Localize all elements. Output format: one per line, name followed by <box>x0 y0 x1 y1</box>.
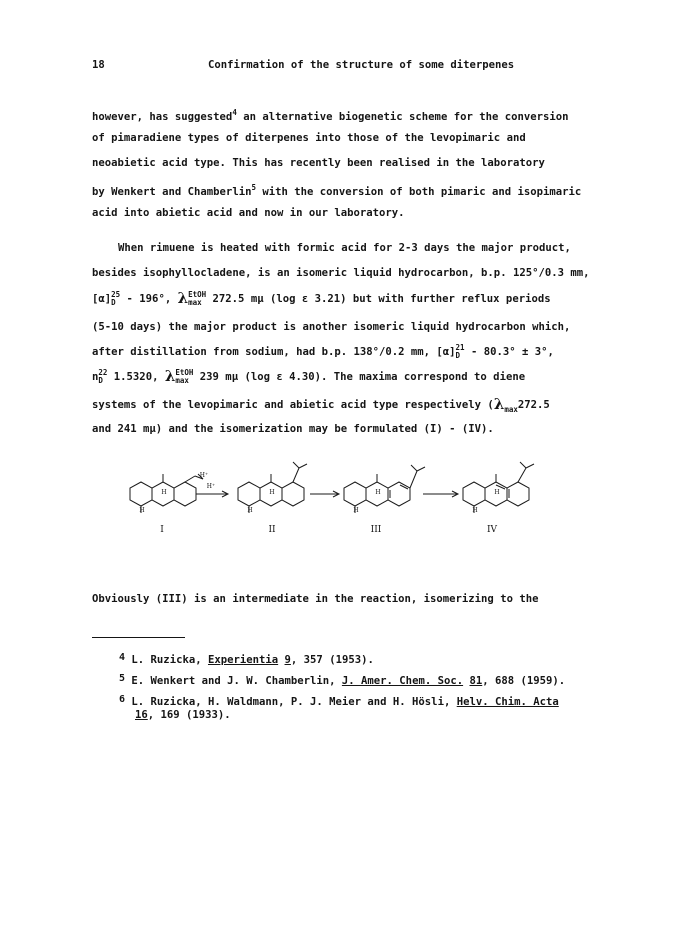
footnote-text: E. Wenkert and J. W. Chamberlin, <box>131 675 342 687</box>
lambda-solvent: EtOH <box>175 368 194 377</box>
n-sup: 22 <box>98 368 108 377</box>
compound-label-III: III <box>370 525 382 535</box>
lambda-max: max <box>504 405 518 414</box>
text-span: 272.5 <box>517 399 550 411</box>
page-number: 18 <box>92 59 105 71</box>
running-title: Confirmation of the structure of some diterpenes <box>208 59 515 71</box>
text-span: 272.5 mμ (log ε 3.21) but with further reflux periods <box>206 293 551 305</box>
text-span: 1.5320, <box>107 371 165 383</box>
ring-H-I: H <box>161 489 167 496</box>
footnote-text: L. Ruzicka, H. Waldmann, P. J. Meier and H. Hösli, <box>131 696 457 708</box>
ring-H-IV: H <box>494 489 500 496</box>
para1-line5: acid into abietic acid and now in our laboratory. <box>92 207 405 219</box>
ring-H-I-low: H <box>139 507 145 514</box>
para1-line2: of pimaradiene types of diterpenes into those of the levopimaric and <box>92 132 526 144</box>
footnote-6-cont <box>135 708 231 722</box>
footnote-4 <box>119 651 374 667</box>
compound-label-II: II <box>268 525 276 535</box>
journal-name: Experientia <box>207 654 279 666</box>
lambda-symbol: λ <box>177 289 189 307</box>
reagent-arrow: H⁺ <box>206 483 216 490</box>
ring-H-II: H <box>269 489 275 496</box>
footnote-5 <box>119 672 565 688</box>
ring-H-III-low: H <box>353 507 359 514</box>
lambda-max: max <box>175 376 189 385</box>
alpha-sup: 25 <box>111 290 121 299</box>
footnote-ref-5: 5 <box>251 183 256 192</box>
text-span: with the conversion of both pimaric and isopimaric <box>255 186 582 198</box>
text-span: after distillation from sodium, had b.p. 138°/0.2 mm, [α] <box>92 346 456 358</box>
footnote-rule <box>92 637 185 638</box>
lambda-symbol: λ <box>493 395 505 413</box>
footnote-number: 6 <box>119 694 126 705</box>
text-span: systems of the levopimaric and abietic acid type respectively ( <box>92 399 494 411</box>
text-span: an alternative biogenetic scheme for the conversion <box>236 111 569 123</box>
lambda-solvent: EtOH <box>188 290 207 299</box>
footnote-text: L. Ruzicka, <box>131 654 208 666</box>
footnote-text: , 169 (1933). <box>147 709 231 721</box>
refractive-index-symbol: n <box>92 371 99 383</box>
footnote-number: 4 <box>119 652 126 663</box>
compound-label-IV: IV <box>486 525 498 535</box>
alpha-sub: D <box>455 351 461 360</box>
structure-II <box>238 462 307 513</box>
alpha-sup: 21 <box>455 343 465 352</box>
footnote-ref-4: 4 <box>232 108 237 117</box>
compound-label-I: I <box>160 525 164 535</box>
text-span: - 196°, <box>120 293 178 305</box>
ring-H-II-low: H <box>247 507 253 514</box>
alpha-symbol: [α] <box>92 293 112 305</box>
para2-line8: and 241 mμ) and the isomerization may be formulated (I) - (IV). <box>92 423 494 435</box>
reagent-I: H⁺ <box>199 472 209 479</box>
ring-H-III: H <box>375 489 381 496</box>
structure-IV <box>463 462 534 513</box>
footnote-text: , 357 (1953). <box>290 654 374 666</box>
volume: 9 <box>284 654 291 666</box>
para3-line1: Obviously (III) is an intermediate in the reaction, isomerizing to the <box>92 593 539 605</box>
para2-line2: besides isophyllocladene, is an isomeric liquid hydrocarbon, b.p. 125°/0.3 mm, <box>92 267 590 279</box>
lambda-max: max <box>188 298 202 307</box>
text-span: by Wenkert and Chamberlin <box>92 186 252 198</box>
footnote-number: 5 <box>119 673 126 684</box>
arrows <box>196 491 458 497</box>
volume: 81 <box>469 675 483 687</box>
alpha-sub: D <box>111 298 116 307</box>
para2-line4: (5-10 days) the major product is another isomeric liquid hydrocarbon which, <box>92 321 571 333</box>
n-sub: D <box>98 376 103 385</box>
footnote-6 <box>119 693 559 709</box>
para1-line3: neoabietic acid type. This has recently been realised in the laboratory <box>92 157 545 169</box>
lambda-symbol: λ <box>164 367 176 385</box>
journal-name: Helv. Chim. Acta <box>456 696 559 708</box>
text-span: - 80.3° ± 3°, <box>464 346 554 358</box>
text-span: 239 mμ (log ε 4.30). The maxima correspond to diene <box>193 371 526 383</box>
volume: 16 <box>135 709 148 721</box>
text-span: however, has suggested <box>92 111 233 123</box>
footnote-text: , 688 (1959). <box>482 675 566 687</box>
journal-name: J. Amer. Chem. Soc. <box>341 675 464 687</box>
ring-H-IV-low: H <box>472 507 478 514</box>
para2-line1: When rimuene is heated with formic acid for 2-3 days the major product, <box>118 242 571 254</box>
